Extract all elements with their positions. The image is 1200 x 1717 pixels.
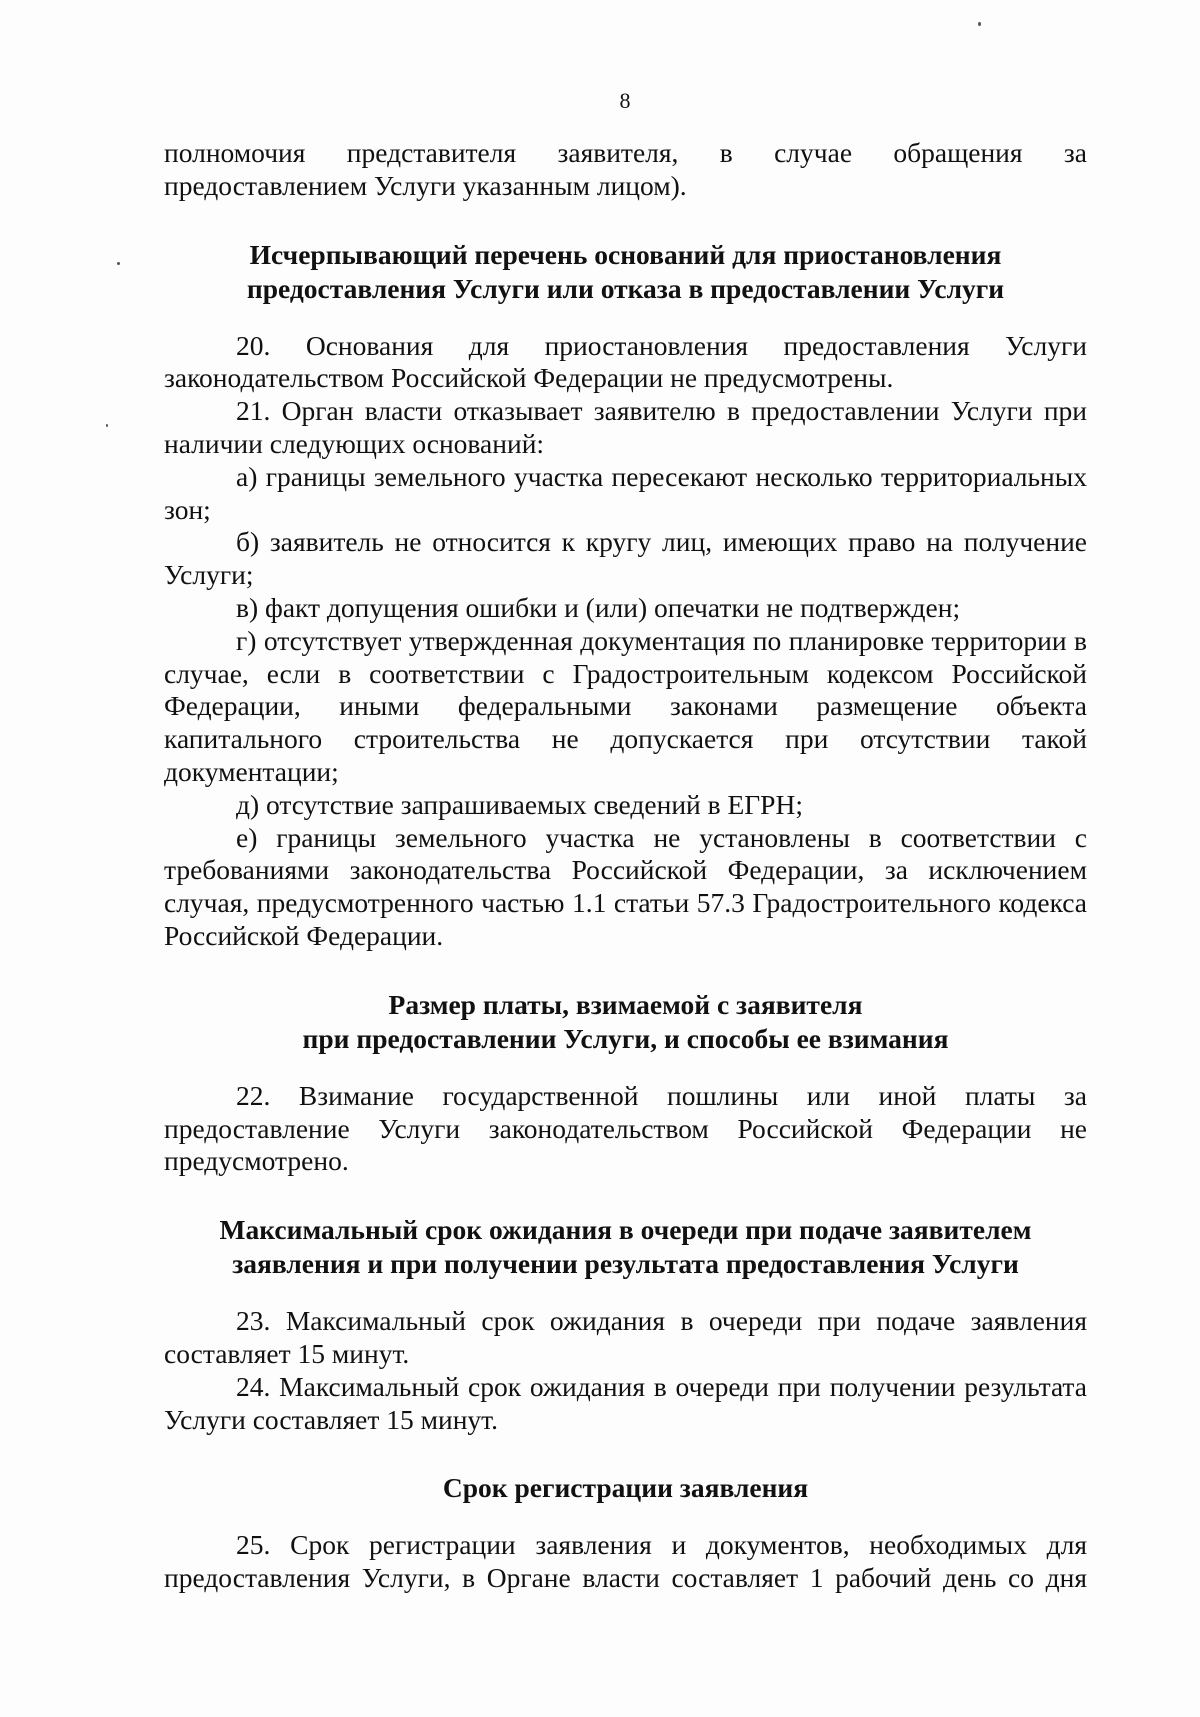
continuation-paragraph: полномочия представителя заявителя, в случае обращения за предоставлением Услуги указанным лицом). — [164, 137, 1087, 201]
list-item: б) заявитель не относится к кругу лиц, имеющих право на получение Услуги; — [164, 526, 1087, 591]
heading-line: Срок регистрации заявления — [442, 1472, 809, 1504]
scan-speck — [106, 424, 108, 427]
heading-line: Максимальный срок ожидания в очереди при подаче заявителем — [219, 1214, 1032, 1246]
paragraph: 23. Максимальный срок ожидания в очереди при подаче заявления составляет 15 минут. — [164, 1305, 1087, 1369]
scan-speck — [978, 22, 981, 26]
paragraph: 25. Срок регистрации заявления и документов, необходимых для предоставления Услуги, в Органе власти составляет 1 рабочий день со дня — [164, 1529, 1087, 1594]
section-heading — [164, 238, 1087, 306]
list-item: в) факт допущения ошибки и (или) опечатки не подтвержден; — [236, 591, 961, 623]
section-heading — [164, 988, 1087, 1056]
section-heading — [164, 1471, 1087, 1505]
heading-line: предоставления Услуги или отказа в предоставлении Услуги — [246, 272, 1005, 304]
heading-line: заявления и при получении результата предоставления Услуги — [232, 1248, 1019, 1280]
list-item: д) отсутствие запрашиваемых сведений в ЕГРН; — [236, 788, 803, 820]
document-body — [164, 137, 1087, 1595]
heading-line: Размер платы, взимаемой с заявителя — [388, 988, 863, 1020]
paragraph: 24. Максимальный срок ожидания в очереди при получении результата Услуги составляет 15 минут. — [164, 1370, 1087, 1435]
page-number: 8 — [619, 88, 631, 113]
paragraph: 20. Основания для приостановления предоставления Услуги законодательством Российской Федерации не предусмотрены. — [164, 329, 1087, 394]
paragraph: 22. Взимание государственной пошлины или иной платы за предоставление Услуги законодательством Российской Федерации не предусмотрено. — [164, 1079, 1087, 1177]
list-item: г) отсутствует утвержденная документация по планировке территории в случае, если в соответствии с Градостроительным кодексом Российской Федерации, иными федеральными законами размещение объекта капитального строительства не допускается при отсутствии такой документации; — [164, 624, 1087, 787]
heading-line: Исчерпывающий перечень оснований для приостановления — [249, 238, 1002, 270]
heading-line: при предоставлении Услуги, и способы ее взимания — [302, 1022, 949, 1054]
list-item: а) границы земельного участка пересекают несколько территориальных зон; — [164, 460, 1087, 525]
scan-speck — [117, 262, 120, 265]
list-item: е) границы земельного участка не установлены в соответствии с требованиями законодательства Российской Федерации, за исключением случая, предусмотренного частью 1.1 статьи 57.3 Градостроительного кодекса Российской Федерации. — [164, 821, 1087, 951]
section-heading — [164, 1213, 1087, 1281]
paragraph: 21. Орган власти отказывает заявителю в предоставлении Услуги при наличии следующих оснований: — [164, 395, 1087, 459]
